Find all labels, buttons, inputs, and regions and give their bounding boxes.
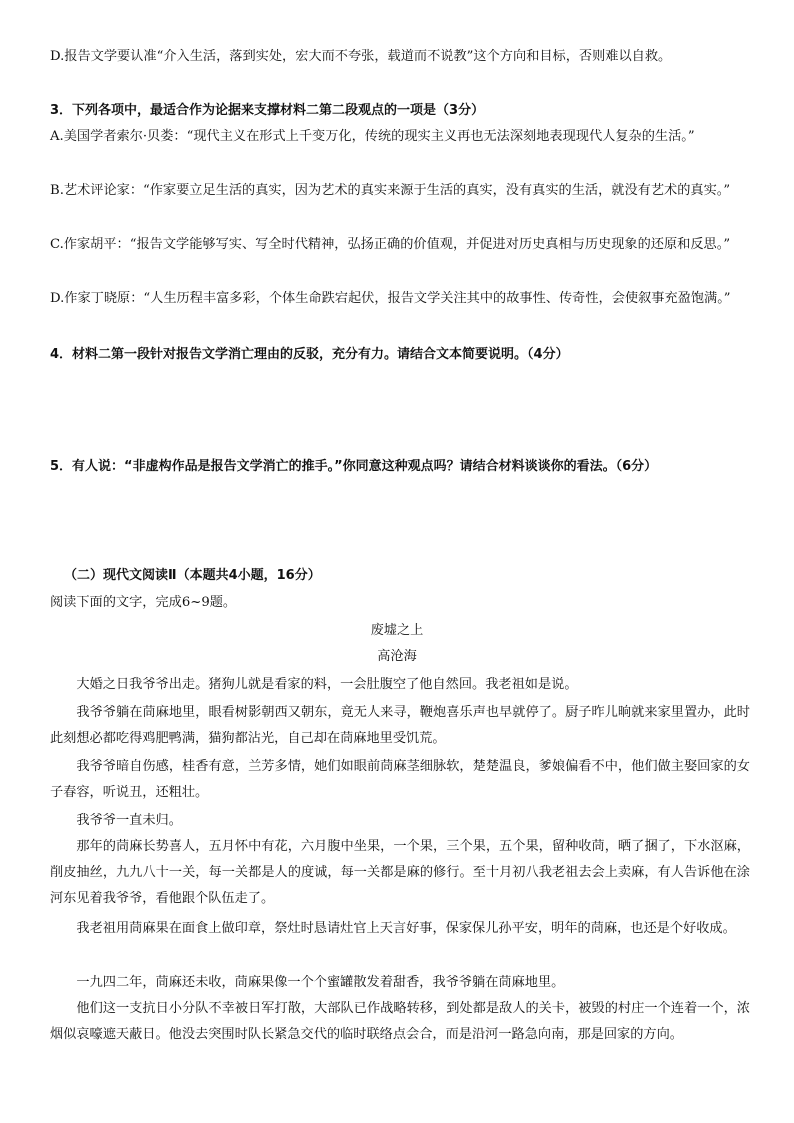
q5-stem: 5．有人说：“非虚构作品是报告文学消亡的推手。”你同意这种观点吗？请结合材料谈谈你的看法。（6分） [50, 459, 658, 474]
q3-option-d: D.作家丁晓原：“人生历程丰富多彩，个体生命跌宕起伏，报告文学关注其中的故事性、传奇性，会使叙事充盈饱满。” [50, 291, 731, 306]
article-paragraph: 我老祖用茼麻果在面食上做印章，祭灶时恳请灶官上天言好事，保家保儿孙平安，明年的茼麻，也还是个好收成。 [76, 921, 736, 936]
q3-stem: 3．下列各项中，最适合作为论据来支撑材料二第二段观点的一项是（3分） [50, 103, 485, 118]
article-author: 高沧海 [377, 649, 417, 664]
article-paragraph: 我爷爷一直未归。 [76, 813, 182, 828]
article-title: 废墟之上 [370, 623, 424, 638]
article-paragraph: 一九四二年，茼麻还未收，茼麻果像一个个蜜罐散发着甜香，我爷爷躺在茼麻地里。 [76, 975, 565, 990]
q3-option-c: C.作家胡平：“报告文学能够写实、写全时代精神，弘扬正确的价值观，并促进对历史真相与历史现象的还原和反思。” [50, 237, 731, 252]
q3-option-a: A.美国学者索尔·贝娄：“现代主义在形式上千变万化，传统的现实主义再也无法深刻地表现现代人复杂的生活。” [50, 129, 695, 144]
article-paragraph: 我爷爷暗自伤感，桂香有意，兰芳多情，她们如眼前茼麻茎细脉软，楚楚温良，爹娘偏看不中，他们做主娶回家的女子春容，听说丑，还粗壮。 [50, 759, 750, 800]
section-heading: （二）现代文阅读Ⅱ（本题共4小题，16分） [64, 568, 321, 583]
article-paragraph: 那年的茼麻长势喜人，五月怀中有花，六月腹中坐果，一个果，三个果，五个果，留种收茼，晒了捆了，下水沤麻，削皮抽丝，九九八十一关，每一关都是人的度诚，每一关都是麻的修行。至十月初八我老祖去会上卖麻，有人告诉他在涂河东见着我爷爷，看他跟个队伍走了。 [50, 839, 750, 906]
q3-option-b: B.艺术评论家：“作家要立足生活的真实，因为艺术的真实来源于生活的真实，没有真实的生活，就没有艺术的真实。” [50, 183, 731, 198]
section-instruction: 阅读下面的文字，完成6~9题。 [50, 595, 237, 610]
article-paragraph: 他们这一支抗日小分队不幸被日军打散，大部队已作战略转移，到处都是敌人的关卡，被毁的村庄一个连着一个，浓烟似哀嚎遮天蔽日。他没去突围时队长紧急交代的临时联络点会合，而是沿河一路急向南，那是回家的方向。 [50, 1001, 750, 1042]
article-paragraph: 我爷爷躺在茼麻地里，眼看树影朝西又朝东，竟无人来寻，鞭炮喜乐声也早就停了。厨子昨儿晌就来家里置办，此时此刻想必都吃得鸡肥鸭满，猫狗都沾光，自己却在茼麻地里受饥荒。 [50, 705, 750, 746]
article-paragraph: 大婚之日我爷爷出走。猪狗儿就是看家的料，一会肚腹空了他自然回。我老祖如是说。 [76, 677, 578, 692]
q2-option-d: D.报告文学要认准“介入生活，落到实处，宏大而不夸张，载道而不说教”这个方向和目标，否则难以自救。 [50, 49, 672, 64]
q4-stem: 4．材料二第一段针对报告文学消亡理由的反驳，充分有力。请结合文本简要说明。（4分） [50, 347, 569, 362]
